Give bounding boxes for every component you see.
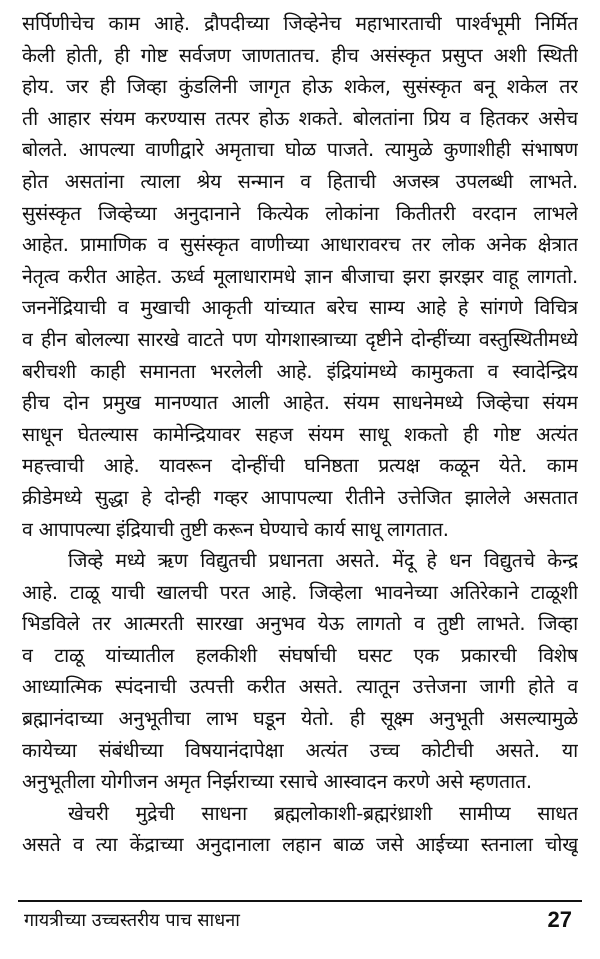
body-text — [22, 8, 578, 861]
page-number: 27 — [547, 907, 572, 932]
text-line: केली होती, ही गोष्ट सर्वजण जाणतातच. हीच असंस्कृत प्रसुप्त अशी स्थिती — [22, 43, 578, 67]
paragraph-start-line: जिव्हे मध्ये ऋण विद्युतची प्रधानता असते. मेंदू हे धन विद्युतचे केन्द्र — [68, 549, 578, 573]
paragraph-end-line: अनुभूतीला योगीजन अमृत निर्झराच्या रसाचे आस्वादन करणे असे म्हणतात. — [22, 770, 532, 794]
text-line: व टाळू यांच्यातील हलकीशी संघर्षाची घसट एक प्रकारची विशेष — [22, 643, 578, 667]
text-line: बोलते. आपल्या वाणीद्वारे अमृताचा घोळ पाजते. त्यामुळे कुणाशीही संभाषण — [22, 138, 578, 162]
text-line: ब्रह्मानंदाच्या अनुभूतीचा लाभ घडून येतो. ही सूक्ष्म अनुभूती असल्यामुळे — [22, 707, 578, 731]
text-line: जननेंद्रियाची व मुखाची आकृती यांच्यात बरेच साम्य आहे हे सांगणे विचित्र — [22, 296, 578, 320]
text-line: हीच दोन प्रमुख मानण्यात आली आहेत. संयम साधनेमध्ये जिव्हेचा संयम — [22, 391, 578, 415]
text-line: महत्त्वाची आहे. यावरून दोन्हींची घनिष्ठता प्रत्यक्ष कळून येते. काम — [22, 454, 578, 478]
text-line: असते व त्या केंद्राच्या अनुदानाला लहान बाळ जसे आईच्या स्तनाला चोखू — [22, 833, 578, 857]
footer-divider — [18, 900, 582, 902]
paragraph-end-line: व आपापल्या इंद्रियाची तुष्टी करून घेण्याचे कार्य साधू लागतात. — [22, 517, 449, 541]
text-line: आहे. टाळू याची खालची परत आहे. जिव्हेला भावनेच्या अतिरेकाने टाळूशी — [22, 580, 578, 604]
text-line: ती आहार संयम करण्यास तत्पर होऊ शकते. बोलतांना प्रिय व हितकर असेच — [22, 106, 578, 130]
text-line: आहेत. प्रामाणिक व सुसंस्कृत वाणीच्या आधारावरच तर लोक अनेक क्षेत्रात — [22, 233, 578, 257]
text-line: भिडविले तर आत्मरती सारखा अनुभव येऊ लागतो व तुष्टी लाभते. जिव्हा — [22, 612, 578, 636]
text-line: बरीचशी काही समानता भरलेली आहे. इंद्रियांमध्ये कामुकता व स्वादेन्द्रिय — [22, 359, 578, 383]
text-line: साधून घेतल्यास कामेन्द्रियावर सहज संयम साधू शकतो ही गोष्ट अत्यंत — [22, 422, 578, 446]
text-line: क्रीडेमध्ये सुद्धा हे दोन्ही गव्हर आपापल्या रीतीने उत्तेजित झालेले असतात — [22, 485, 578, 509]
text-line: होय. जर ही जिव्हा कुंडलिनी जागृत होऊ शकेल, सुसंस्कृत बनू शकेल तर — [22, 75, 578, 99]
text-line: कायेच्या संबंधीच्या विषयानंदापेक्षा अत्यंत उच्च कोटीची असते. या — [22, 738, 578, 762]
text-line: होत असतांना त्याला श्रेय सन्मान व हिताची अजस्त्र उपलब्धी लाभते. — [22, 169, 578, 193]
running-footer-title: गायत्रीच्या उच्चस्तरीय पाच साधना — [24, 910, 240, 931]
text-line: सर्पिणीचेच काम आहे. द्रौपदीच्या जिव्हेनेच महाभारताची पार्श्वभूमी निर्मित — [22, 12, 578, 35]
text-line: नेतृत्व करीत आहेत. ऊर्ध्व मूलाधारामधे ज्ञान बीजाचा झरा झरझर वाहू लागतो. — [22, 264, 578, 288]
text-line: आध्यात्मिक स्पंदनाची उत्पत्ती करीत असते. त्यातून उत्तेजना जागी होते व — [22, 675, 578, 699]
text-line: व हीन बोलल्या सारखे वाटते पण योगशास्त्राच्या दृष्टीने दोन्हींच्या वस्तुस्थितीमध्ये — [22, 327, 578, 351]
paragraph-start-line: खेचरी मुद्रेची साधना ब्रह्मलोकाशी-ब्रह्मरंध्राशी सामीप्य साधत — [68, 801, 578, 825]
text-line: सुसंस्कृत जिव्हेच्या अनुदानाने कित्येक लोकांना कितीतरी वरदान लाभले — [22, 201, 578, 225]
